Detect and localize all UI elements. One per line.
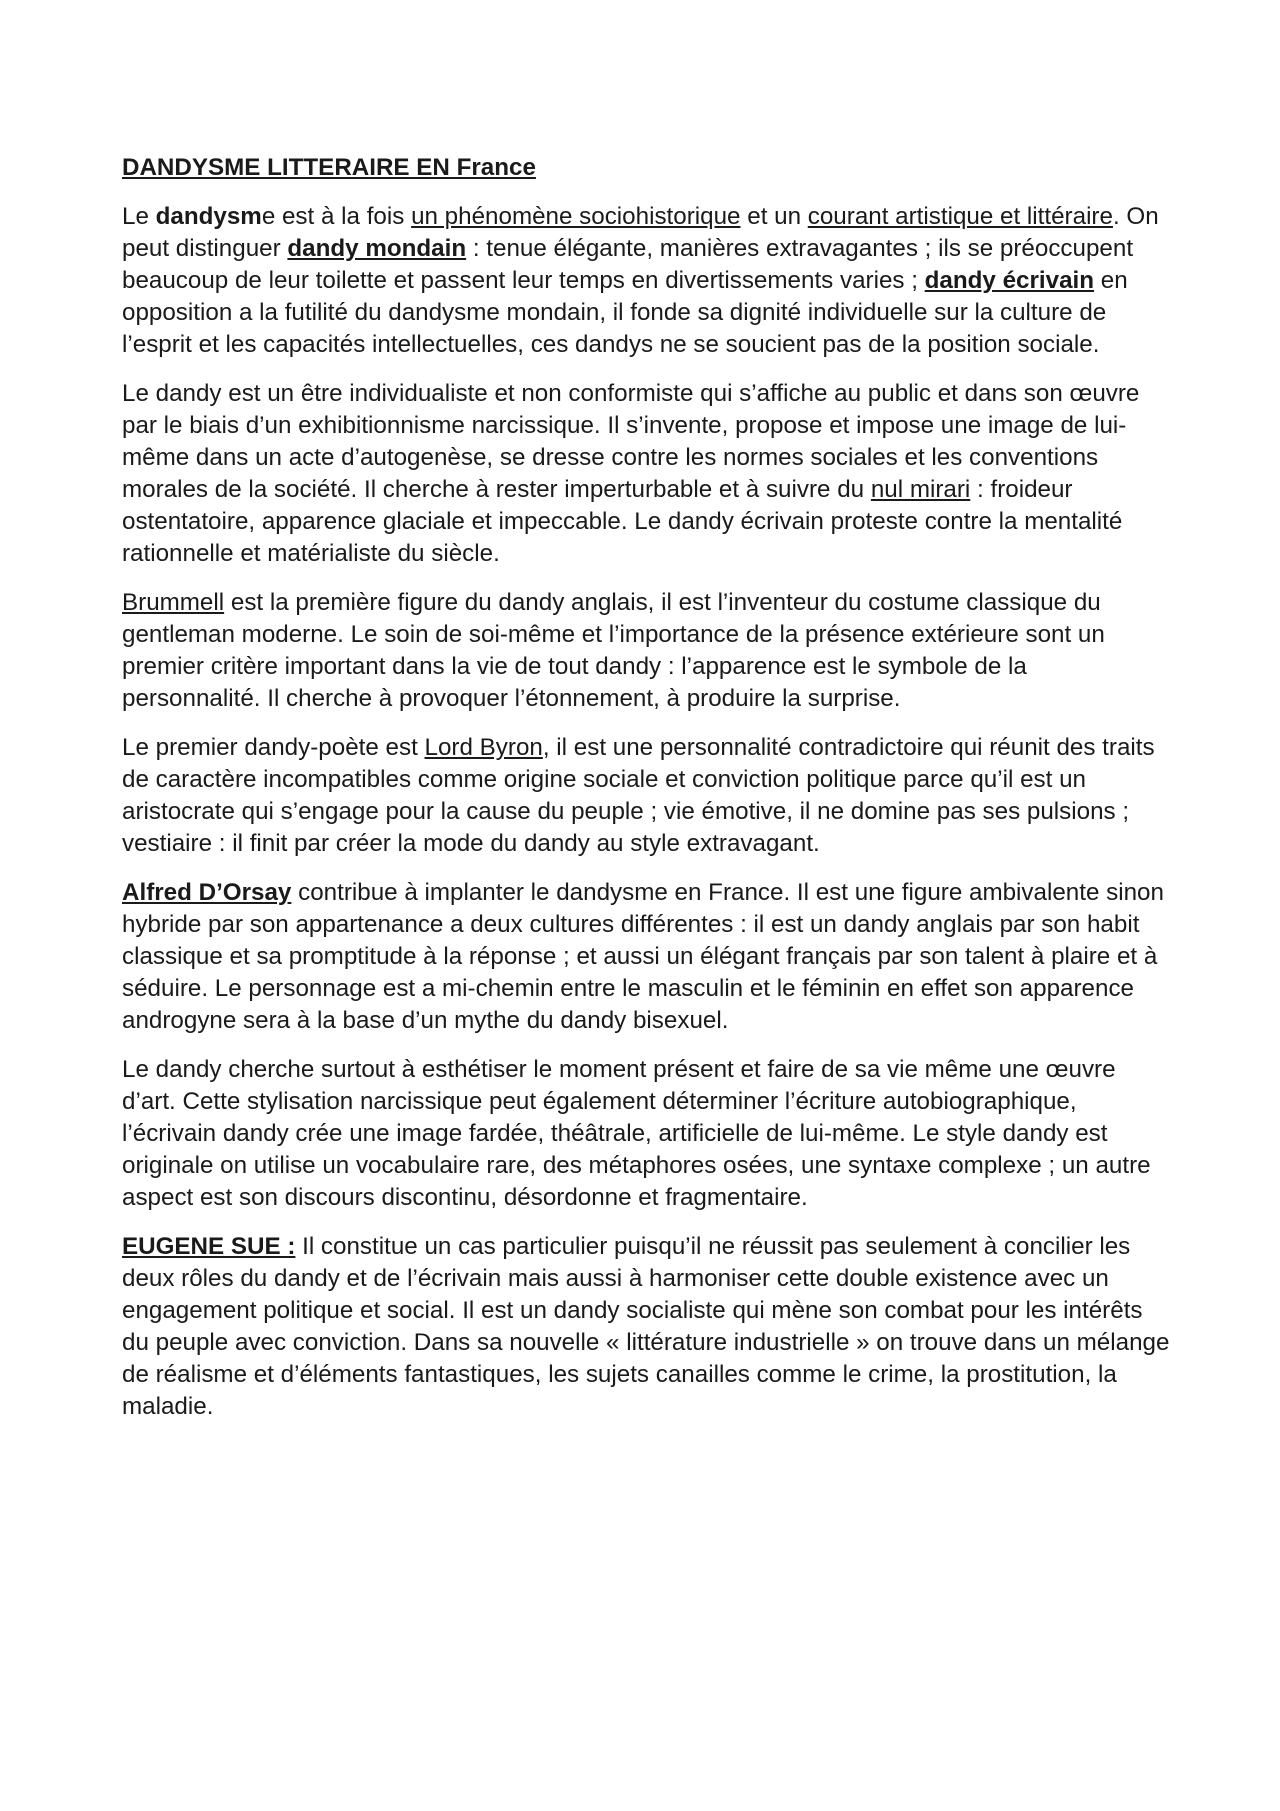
text-run: Le bbox=[122, 203, 156, 230]
text-run: et un bbox=[740, 203, 808, 230]
underlined-brummell: Brummell bbox=[122, 589, 225, 616]
paragraph-brummell bbox=[122, 587, 1172, 715]
keyword-dandy-ecrivain: dandy écrivain bbox=[924, 267, 1095, 294]
underlined-courant: courant artistique et littéraire bbox=[807, 203, 1113, 230]
keyword-alfred-dorsay: Alfred D’Orsay bbox=[122, 879, 292, 906]
text-run: : froideur ostentatoire, apparence glaciale et impeccable. Le dandy écrivain proteste contre la mentalité rationnelle et matérialiste du siècle. bbox=[122, 476, 1123, 567]
keyword-dandy-mondain: dandy mondain bbox=[287, 235, 467, 262]
paragraph-eugene-sue bbox=[122, 1231, 1172, 1423]
text-run: est la première figure du dandy anglais, il est l’inventeur du costume classique du gentleman moderne. Le soin de soi-même et l’importance de la présence extérieure sont un premier critère important dans la vie de tout dandy : l’apparence est le symbole de la personnalité. Il cherche à provoquer l’étonnement, à produire la surprise. bbox=[122, 589, 1105, 712]
text-run: Le dandy est un être individualiste et non conformiste qui s’affiche au public et dans son œuvre par le biais d’un exhibitionnisme narcissique. Il s’invente, propose et impose une image de lui-même dans un acte d’autogenèse, se dresse contre les normes sociales et les conventions morales de la société. Il cherche à rester imperturbable et à suivre du bbox=[122, 380, 1140, 503]
text-run: e est à la fois bbox=[261, 203, 412, 230]
keyword-dandysme: dandysm bbox=[155, 203, 262, 230]
keyword-eugene-sue: EUGENE SUE : bbox=[122, 1233, 296, 1260]
paragraph-esthetiser bbox=[122, 1054, 1172, 1214]
underlined-nul-mirari: nul mirari bbox=[870, 476, 971, 503]
text-run: contribue à implanter le dandysme en France. Il est une figure ambivalente sinon hybride par son appartenance a deux cultures différentes : il est un dandy anglais par son habit classique et sa promptitude à la réponse ; et aussi un élégant français par son talent à plaire et à séduire. Le personnage est a mi-chemin entre le masculin et le féminin en effet son apparence androgyne sera à la base d’un mythe du dandy bisexuel. bbox=[122, 879, 1164, 1034]
paragraph-dandysme-definition bbox=[122, 201, 1172, 361]
text-run: Il constitue un cas particulier puisqu’il ne réussit pas seulement à concilier les deux rôles du dandy et de l’écrivain mais aussi à harmoniser cette double existence avec un engagement politique et social. Il est un dandy socialiste qui mène son combat pour les intérêts du peuple avec conviction. Dans sa nouvelle « littérature industrielle » on trouve dans un mélange de réalisme et d’éléments fantastiques, les sujets canailles comme le crime, la prostitution, la maladie. bbox=[122, 1233, 1170, 1420]
text-run: Le premier dandy-poète est bbox=[122, 734, 425, 761]
document-body bbox=[122, 152, 1172, 1440]
underlined-phenomene: un phénomène sociohistorique bbox=[411, 203, 741, 230]
underlined-lord-byron: Lord Byron bbox=[424, 734, 543, 761]
text-run: . On peut distinguer bbox=[122, 203, 1159, 262]
text-run: : tenue élégante, manières extravagantes ; ils se préoccupent beaucoup de leur toilette et passent leur temps en divertissements varies ; bbox=[122, 235, 1134, 294]
document-title: DANDYSME LITTERAIRE EN France bbox=[122, 154, 536, 181]
paragraph-individualiste bbox=[122, 378, 1172, 570]
text-run: en opposition a la futilité du dandysme mondain, il fonde sa dignité individuelle sur la culture de l’esprit et les capacités intellectuelles, ces dandys ne se soucient pas de la position sociale. bbox=[122, 267, 1128, 358]
paragraph-lord-byron bbox=[122, 732, 1172, 860]
text-run: Le dandy cherche surtout à esthétiser le moment présent et faire de sa vie même une œuvre d’art. Cette stylisation narcissique peut également déterminer l’écriture autobiographique, l’écrivain dandy crée une image fardée, théâtrale, artificielle de lui-même. Le style dandy est originale on utilise un vocabulaire rare, des métaphores osées, une syntaxe complexe ; un autre aspect est son discours discontinu, désordonne et fragmentaire. bbox=[122, 1056, 1151, 1211]
text-run: , il est une personnalité contradictoire qui réunit des traits de caractère incompatibles comme origine sociale et conviction politique parce qu’il est un aristocrate qui s’engage pour la cause du peuple ; vie émotive, il ne domine pas ses pulsions ; vestiaire : il finit par créer la mode du dandy au style extravagant. bbox=[122, 734, 1155, 857]
paragraph-alfred-dorsay bbox=[122, 877, 1172, 1037]
